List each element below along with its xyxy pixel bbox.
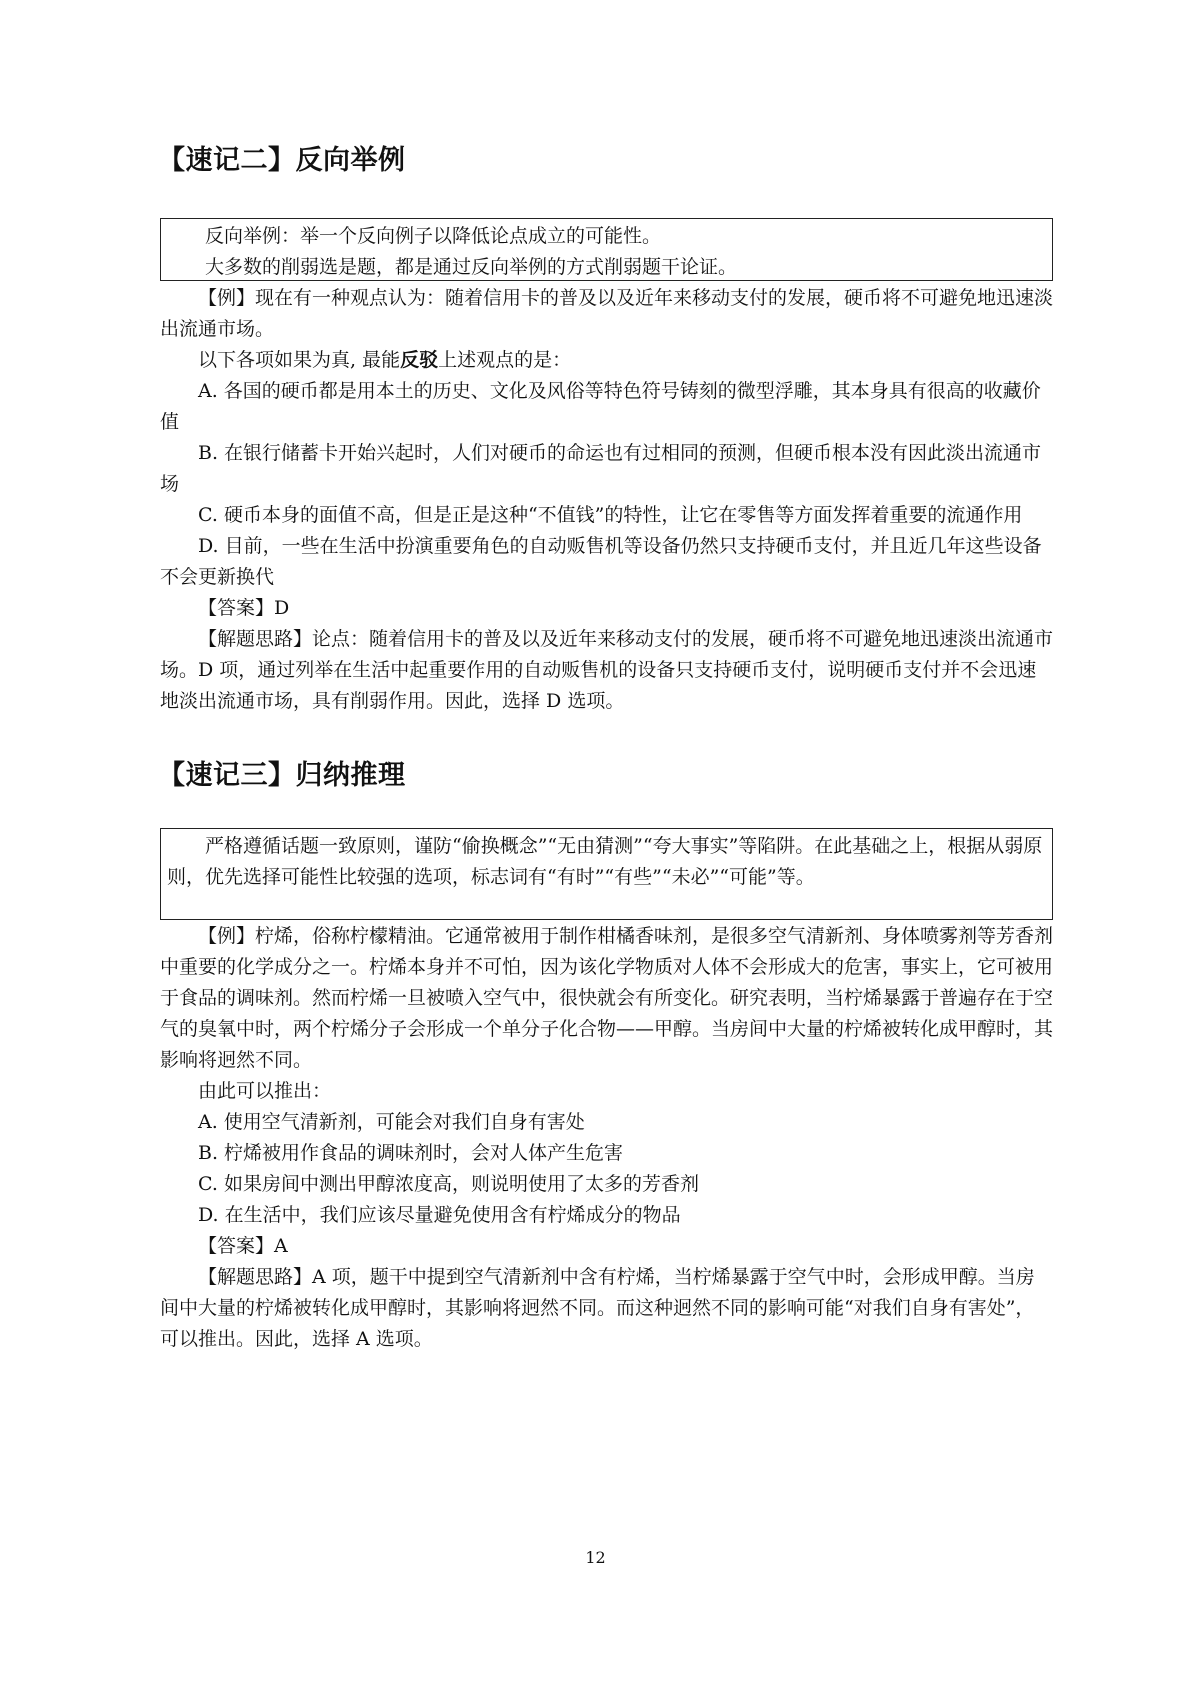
- answer-text: 【答案】D: [198, 597, 290, 619]
- page-number: 12: [585, 1548, 606, 1567]
- option-d: D. 目前，一些在生活中扮演重要角色的自动贩售机等设备仍然只支持硬币支付，并且近几年这些设备不会更新换代: [160, 535, 1042, 588]
- section-body-2: [160, 283, 1053, 717]
- question-bold: 反驳: [400, 349, 439, 371]
- example-text: 【例】现在有一种观点认为：随着信用卡的普及以及近年来移动支付的发展，硬币将不可避免地迅速淡出流通市场。: [160, 287, 1054, 340]
- question-post: 上述观点的是：: [438, 349, 572, 371]
- example-text: 【例】柠烯，俗称柠檬精油。它通常被用于制作柑橘香味剂，是很多空气清新剂、身体喷雾剂等芳香剂中重要的化学成分之一。柠烯本身并不可怕，因为该化学物质对人体不会形成大的危害，事实上，它可被用于食品的调味剂。然而柠烯一旦被喷入空气中，很快就会有所变化。研究表明，当柠烯暴露于普遍存在于空气的臭氧中时，两个柠烯分子会形成一个单分子化合物——甲醇。当房间中大量的柠烯被转化成甲醇时，其影响将迥然不同。: [160, 925, 1054, 1071]
- question-pre: 以下各项如果为真, 最能: [198, 349, 401, 371]
- box-line: 反向举例：举一个反向例子以降低论点成立的可能性。: [205, 225, 662, 247]
- box-text: 严格遵循话题一致原则，谨防“偷换概念”“无由猜测”“夸大事实”等陷阱。在此基础之上，根据从弱原则，优先选择可能性比较强的选项，标志词有“有时”“有些”“未必”“可能”等。: [167, 835, 1043, 888]
- option-d: D. 在生活中，我们应该尽量避免使用含有柠烯成分的物品: [198, 1204, 681, 1226]
- section-heading-2: 【速记二】反向举例: [158, 145, 406, 176]
- analysis-text: 【解题思路】A 项，题干中提到空气清新剂中含有柠烯，当柠烯暴露于空气中时，会形成甲醇。当房间中大量的柠烯被转化成甲醇时，其影响将迥然不同。而这种迥然不同的影响可能“对我们自身有害处”，可以推出。因此，选择 A 选项。: [160, 1266, 1035, 1350]
- answer-text: 【答案】A: [198, 1235, 288, 1257]
- option-a: A. 各国的硬币都是用本土的历史、文化及风俗等特色符号铸刻的微型浮雕，其本身具有很高的收藏价值: [160, 380, 1041, 433]
- definition-box-3: [160, 828, 1053, 920]
- option-a: A. 使用空气清新剂，可能会对我们自身有害处: [198, 1111, 585, 1133]
- section-heading-3: 【速记三】归纳推理: [158, 760, 406, 791]
- option-c: C. 如果房间中测出甲醇浓度高，则说明使用了太多的芳香剂: [198, 1173, 699, 1195]
- definition-box-2: [160, 218, 1053, 281]
- option-c: C. 硬币本身的面值不高，但是正是这种“不值钱”的特性，让它在零售等方面发挥着重要的流通作用: [198, 504, 1023, 526]
- box-line: 大多数的削弱选是题，都是通过反向举例的方式削弱题干论证。: [205, 256, 738, 278]
- option-b: B. 柠烯被用作食品的调味剂时，会对人体产生危害: [198, 1142, 624, 1164]
- section-body-3: [160, 921, 1053, 1355]
- question-text: 由此可以推出：: [198, 1080, 332, 1102]
- option-b: B. 在银行储蓄卡开始兴起时，人们对硬币的命运也有过相同的预测，但硬币根本没有因此淡出流通市场: [160, 442, 1042, 495]
- analysis-text: 【解题思路】论点：随着信用卡的普及以及近年来移动支付的发展，硬币将不可避免地迅速淡出流通市场。D 项，通过列举在生活中起重要作用的自动贩售机的设备只支持硬币支付，说明硬币支付并不会迅速地淡出流通市场，具有削弱作用。因此，选择 D 选项。: [160, 628, 1054, 712]
- question-text: [160, 345, 1053, 376]
